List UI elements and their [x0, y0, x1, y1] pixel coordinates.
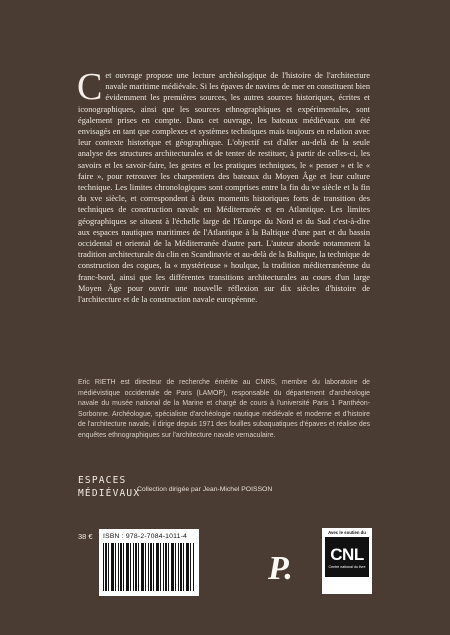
- cnl-subtitle: Centre national du livre: [328, 564, 366, 569]
- barcode-icon: [103, 543, 195, 591]
- series-title-line2: MÉDIÉVAUX: [78, 488, 141, 499]
- cnl-logo: [325, 537, 369, 577]
- series-title-line1: ESPACES: [78, 475, 127, 486]
- series-title: [78, 474, 140, 500]
- collection-director: Collection dirigée par Jean-Michel POISSON: [137, 486, 273, 493]
- price-label: 38 €: [78, 532, 93, 541]
- publisher-logo-mark: P.: [268, 550, 293, 587]
- blurb-text: et ouvrage propose une lecture archéologique de l'histoire de l'architecture navale maritime médiévale. Si les épaves de navires de mer en constituent bien évidemment les premières sources, les autres sources historiques, écrites et iconographiques, ainsi que les sources ethnographiques et expérimentales, sont également prises en compte. Dans cet ouvrage, les bateaux médiévaux ont été envisagés en tant que complexes et systèmes techniques mais toujours en relation avec leur contexte historique et géographique. L'objectif est d'aller au-delà de la seule analyse des structures architecturales et de tenter de restituer, à partir de celles-ci, les savoirs et les savoir-faire, les gestes et les pratiques techniques, le « penser » et le « faire », pour retrouver les charpentiers des bateaux du Moyen Âge et leur culture technique. Les limites chronologiques sont comprises entre la fin du ve siècle et la fin du xve siècle, et correspondent à deux moments historiques forts de transition des techniques de construction navale en Méditerranée et en Atlantique. Les limites géographiques se situent à l'échelle large de l'Europe du Nord et du Sud c'est-à-dire aux espaces nautiques maritimes de l'Atlantique à la Baltique d'une part et du bassin occidental et oriental de la Méditerranée d'autre part. L'auteur aborde notamment la tradition architecturale du clin en Scandinavie et au-delà de la Baltique, la technique de construction des cogues, la « mystérieuse » houlque, la tradition méditerranéenne du franc-bord, ainsi que les différentes transitions architecturales au cours d'un large Moyen Âge pour ouvrir une nouvelle réflexion sur dix siècles d'histoire de l'architecture et de la construction navale européenne.: [78, 71, 370, 305]
- back-cover-blurb: [77, 66, 370, 305]
- cnl-logo-block: [322, 528, 372, 594]
- cnl-letters: CNL: [330, 544, 364, 564]
- isbn-label: ISBN : 978-2-7084-1011-4: [103, 533, 188, 540]
- author-bio: Eric RIETH est directeur de recherche émérite au CNRS, membre du laboratoire de médiévistique occidentale de Paris (LAMOP), responsable du département d'archéologie navale du musée national de la Marine et chargé de cours à l'université Paris 1 Panthéon-Sorbonne. Archéologue, spécialiste d'archéologie nautique médiévale et moderne et d'histoire de l'architecture navale, il dirige depuis 1971 des fouilles subaquatiques d'épaves et réalise des enquêtes ethnographiques sur l'architecture navale vernaculaire.: [78, 379, 370, 439]
- isbn-barcode-block: [99, 529, 199, 596]
- drop-cap: C: [77, 66, 103, 108]
- publisher-logo: [268, 552, 293, 586]
- cnl-support-text: Avec le soutien du: [328, 530, 366, 535]
